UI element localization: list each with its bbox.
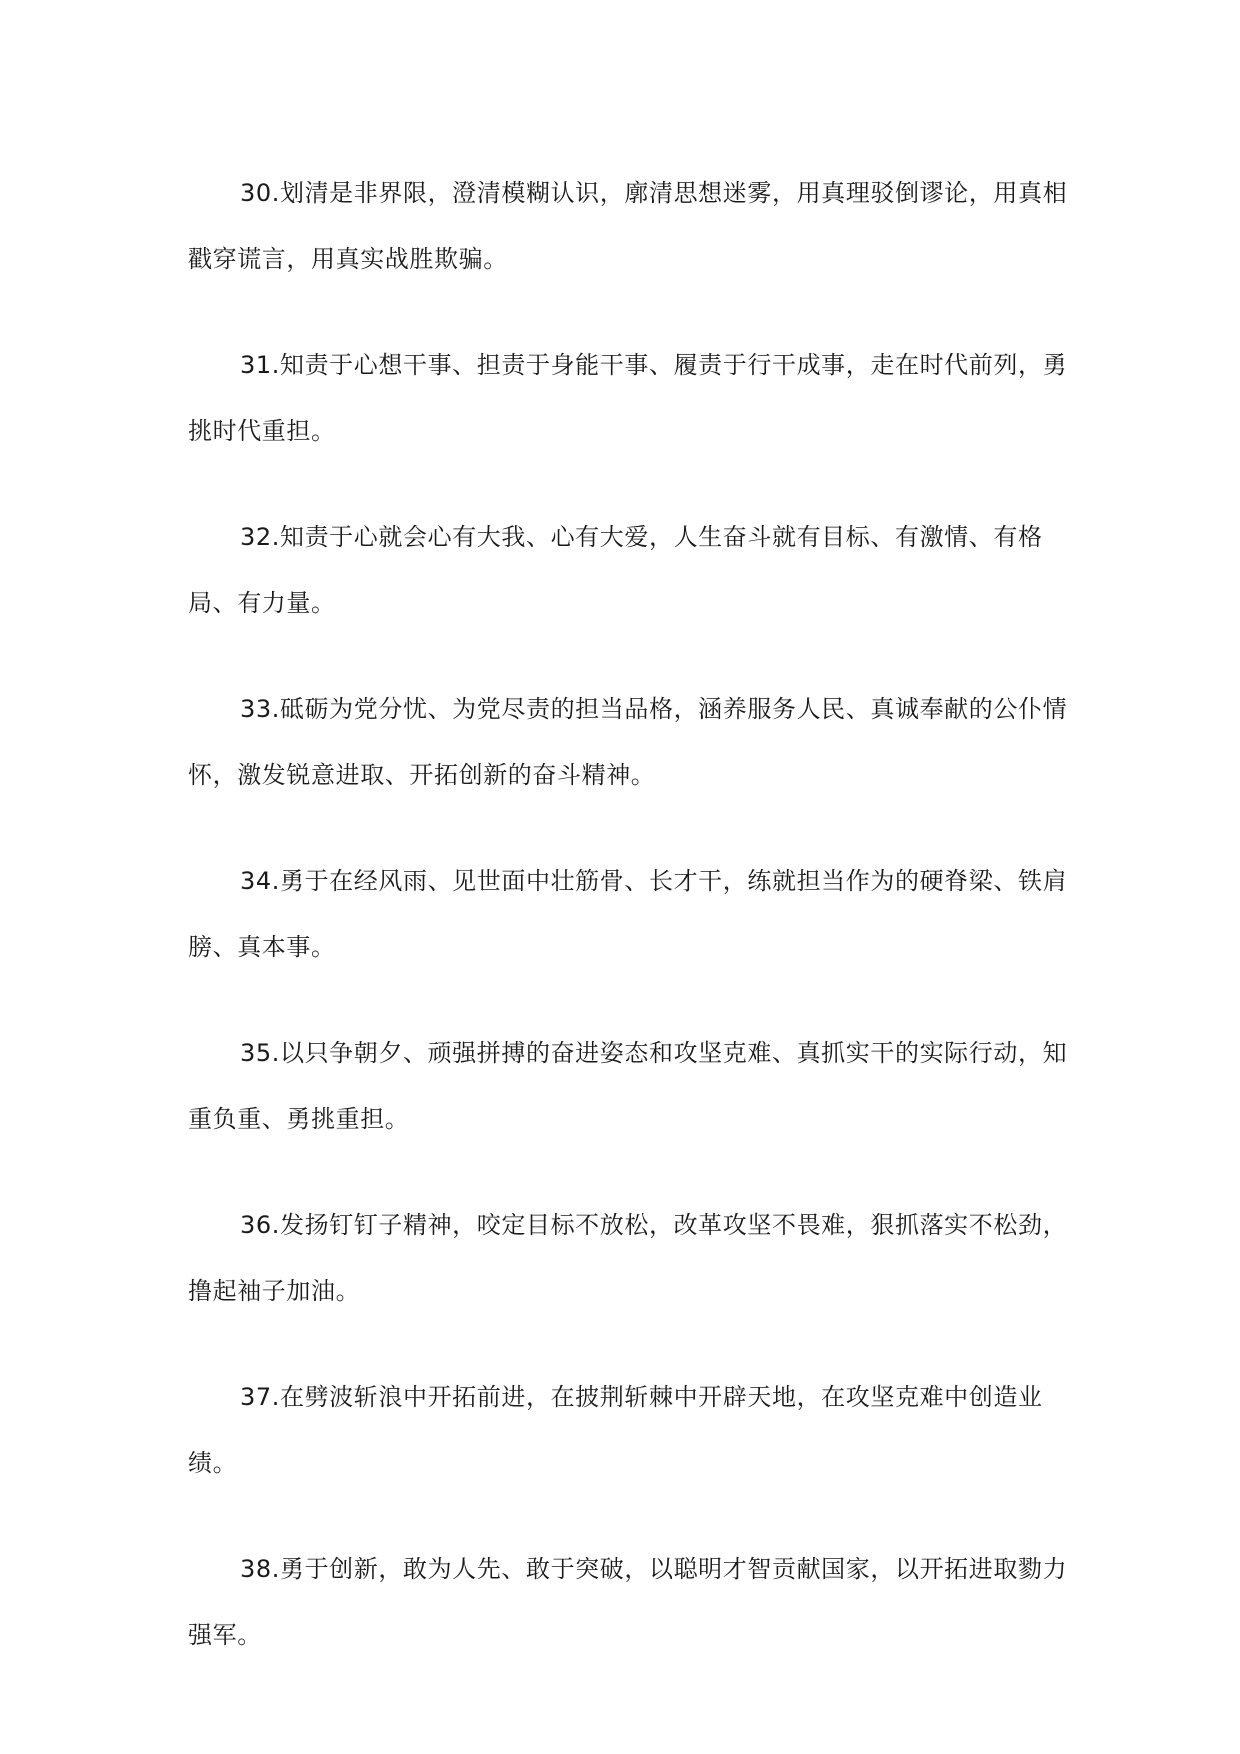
paragraph-36: 36.发扬钉钉子精神，咬定目标不放松，改革攻坚不畏难，狠抓落实不松劲，撸起袖子加油。 [188,1211,1068,1305]
paragraph-31: 31.知责于心想干事、担责于身能干事、履责于行干成事，走在时代前列，勇挑时代重担。 [188,351,1068,445]
paragraph-38: 38.勇于创新，敢为人先、敢于突破，以聪明才智贡献国家，以开拓进取勠力强军。 [188,1555,1068,1649]
paragraph-30: 30.划清是非界限，澄清模糊认识，廓清思想迷雾，用真理驳倒谬论，用真相戳穿谎言，用真实战胜欺骗。 [188,179,1068,273]
paragraph-37: 37.在劈波斩浪中开拓前进，在披荆斩棘中开辟天地，在攻坚克难中创造业绩。 [188,1383,1043,1477]
paragraph-35: 35.以只争朝夕、顽强拼搏的奋进姿态和攻坚克难、真抓实干的实际行动，知重负重、勇挑重担。 [188,1039,1068,1133]
document-body [188,160,1068,1708]
paragraph-33: 33.砥砺为党分忧、为党尽责的担当品格，涵养服务人民、真诚奉献的公仆情怀，激发锐意进取、开拓创新的奋斗精神。 [188,695,1068,789]
paragraph-34: 34.勇于在经风雨、见世面中壮筋骨、长才干，练就担当作为的硬脊梁、铁肩膀、真本事。 [188,867,1068,961]
paragraph-32: 32.知责于心就会心有大我、心有大爱，人生奋斗就有目标、有激情、有格局、有力量。 [188,523,1043,617]
